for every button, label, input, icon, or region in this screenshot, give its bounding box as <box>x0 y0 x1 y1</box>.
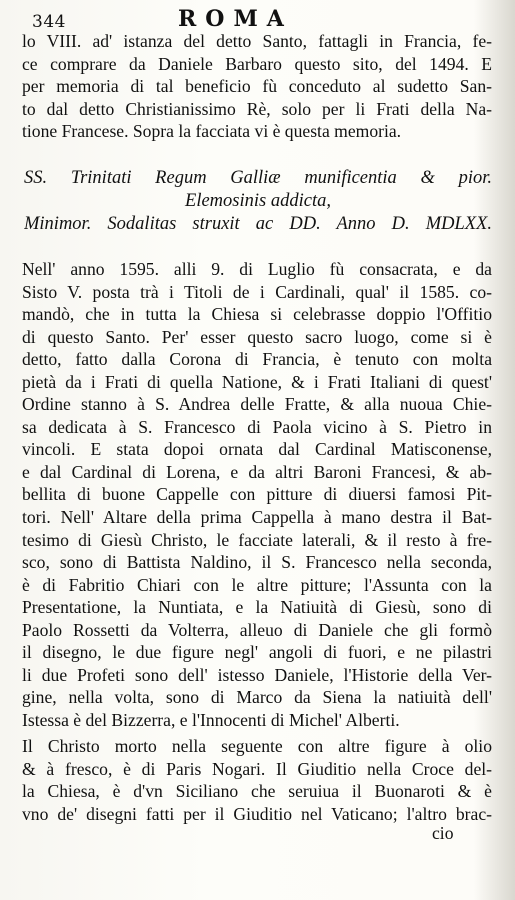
page-number: 344 <box>32 12 66 32</box>
text-line: & à fresco, è di Paris Nogari. Il Giuditio nella Croce del- <box>22 758 492 779</box>
text-line: detto, fatto dalla Corona di Francia, è tenuto con molta <box>22 349 492 370</box>
text-line: di questo Santo. Per' esser questo sacro luogo, come si è <box>22 326 492 347</box>
inscription <box>24 167 492 236</box>
text-line: to dal detto Christianissimo Rè, solo per li Frati della Na- <box>22 98 492 119</box>
text-line: li due Profeti sono dell' istesso Daniele, l'Historie della Ver- <box>22 664 492 685</box>
text-line: Ordine stanno à S. Andrea delle Fratte, & alla nuoua Chie- <box>22 394 492 415</box>
text-line: Paolo Rossetti da Volterra, alleuo di Daniele che gli formò <box>22 619 492 640</box>
text-line: vincoli. E stata dopoi ornata dal Cardinal Matisconense, <box>22 439 492 460</box>
text-line: sco, sono di Battista Naldino, il S. Francesco nella seconda, <box>22 552 492 573</box>
text-line: lo VIII. ad' istanza del detto Santo, fattagli in Francia, fe- <box>22 31 492 51</box>
text-line: mandò, che in tutta la Chiesa si celebrasse doppio l'Offitio <box>22 304 492 325</box>
text-line: il disegno, le due figure negl' angoli di fuori, e ne pilastri <box>22 642 492 663</box>
text-line: bellita di buone Cappelle con pitture di diuersi famosi Pit- <box>22 484 492 505</box>
running-title: ROMA <box>178 6 293 32</box>
text-line: vno de' disegni fatti per il Giuditio nel Vaticano; l'altro brac- <box>22 803 492 824</box>
paragraph-2 <box>22 258 492 731</box>
text-line: Istessa è del Bizzerra, e l'Innocenti di Michel' Alberti. <box>22 709 400 730</box>
text-line: tesimo di Giesù Christo, le facciate laterali, & il resto à fre- <box>22 529 492 550</box>
text-line: sa dedicata à S. Francesco di Paola vicino à S. Pietro in <box>22 416 492 437</box>
text-line: Nell' anno 1595. alli 9. di Luglio fù consacrata, e da <box>22 259 492 279</box>
inscription-line: Elemosinis addicta, <box>185 191 331 211</box>
text-line: per memoria di tal beneficio fù conceduto al sudetto San- <box>22 76 492 96</box>
text-line: Il Christo morto nella seguente con altre figure à olio <box>22 736 492 756</box>
text-line: tori. Nell' Altare della prima Cappella à mano destra il Bat- <box>22 507 492 528</box>
text-line: gine, nella volta, sono di Marco da Siena la natiuità dell' <box>22 687 492 708</box>
text-line: e dal Cardinal di Lorena, e da altri Baroni Francesi, & ab- <box>22 461 492 482</box>
text-line: è di Fabritio Chiari con le altre pitture; l'Assunta con la <box>22 574 492 595</box>
catchword: cio <box>432 823 454 843</box>
text-line: Sisto V. posta trà i Titoli de i Cardinali, qual' il 1585. co- <box>22 281 492 302</box>
text-line: pietà da i Frati di quella Natione, & i Frati Italiani di quest' <box>22 371 492 392</box>
inscription-line: SS. Trinitati Regum Galliæ munificentia & pior. <box>24 168 492 188</box>
paragraph-1 <box>22 30 492 143</box>
text-line: tione Francese. Sopra la facciata vi è questa memoria. <box>22 121 402 141</box>
text-line: ce comprare da Daniele Barbaro questo sito, del 1494. E <box>22 53 492 74</box>
paragraph-3 <box>22 735 492 825</box>
text-line: la Chiesa, è d'vn Siciliano che seruiua il Buonaroti & è <box>22 781 492 802</box>
text-line: Presentatione, la Nuntiata, e la Natiuità di Giesù, sono di <box>22 597 492 618</box>
inscription-line: Minimor. Sodalitas struxit ac DD. Anno D. MDLXX. <box>24 214 492 234</box>
